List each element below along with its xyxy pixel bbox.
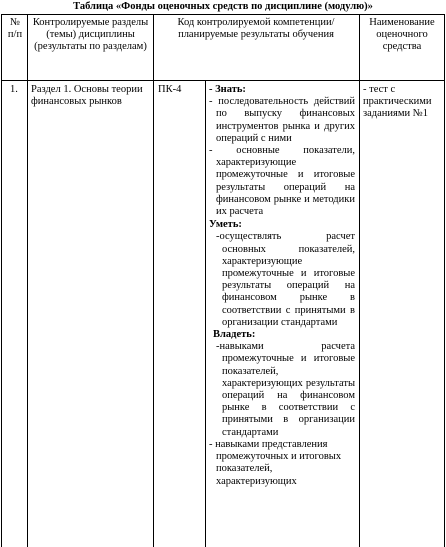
header-assessment-tool: Наименование оценочного средства xyxy=(369,17,435,53)
header-number: № п/п xyxy=(7,17,23,41)
table-border-top xyxy=(1,14,445,15)
learning-outcomes xyxy=(209,84,355,488)
table-caption: Таблица «Фонды оценочных средств по дисциплине (модулю)» xyxy=(73,1,373,12)
know-heading: - Знать: xyxy=(209,84,246,95)
row-number: 1. xyxy=(10,84,18,95)
header-competence-code: Код контролируемой компетенции/планируемые результаты обучения xyxy=(177,17,335,41)
can-heading: Уметь: xyxy=(209,219,242,231)
col-divider-1 xyxy=(27,14,28,547)
own-heading: Владеть: xyxy=(213,329,256,341)
can-item: -осуществлять расчет основных показателей, характеризующие промежуточные и итоговые результаты операций на финансовом рынке в соответствии с принятыми в организации стандартами xyxy=(216,231,355,328)
row-competence-code: ПК-4 xyxy=(158,84,182,95)
header-sections: Контролируемые разделы (темы) дисциплины (результаты по разделам) xyxy=(32,17,149,53)
row-assessment-tool: - тест с практическими заданиями №1 xyxy=(363,84,432,120)
col-divider-3 xyxy=(205,80,206,547)
own-item: - навыками представления промежуточных и итоговых показателей, характеризующих xyxy=(209,438,342,487)
col-divider-4 xyxy=(359,14,360,547)
know-item: - основные показатели, характеризующие промежуточные и итоговые результаты операций на финансовом рынке и методики их расчета xyxy=(209,145,355,218)
row-section: Раздел 1. Основы теории финансовых рынков xyxy=(31,84,143,108)
own-item: -навыками расчета промежуточные и итоговые показателей, характеризующих результаты операций на финансовом рынке в соответствии с принятыми в организации стандартами xyxy=(216,341,355,438)
table-border-right xyxy=(444,14,445,547)
table-border-left xyxy=(1,14,2,547)
table-header-divider xyxy=(1,80,445,81)
know-item: - последовательность действий по выпуску финансовых инструментов рынка и других операций с ними xyxy=(209,96,355,144)
col-divider-2 xyxy=(153,14,154,547)
